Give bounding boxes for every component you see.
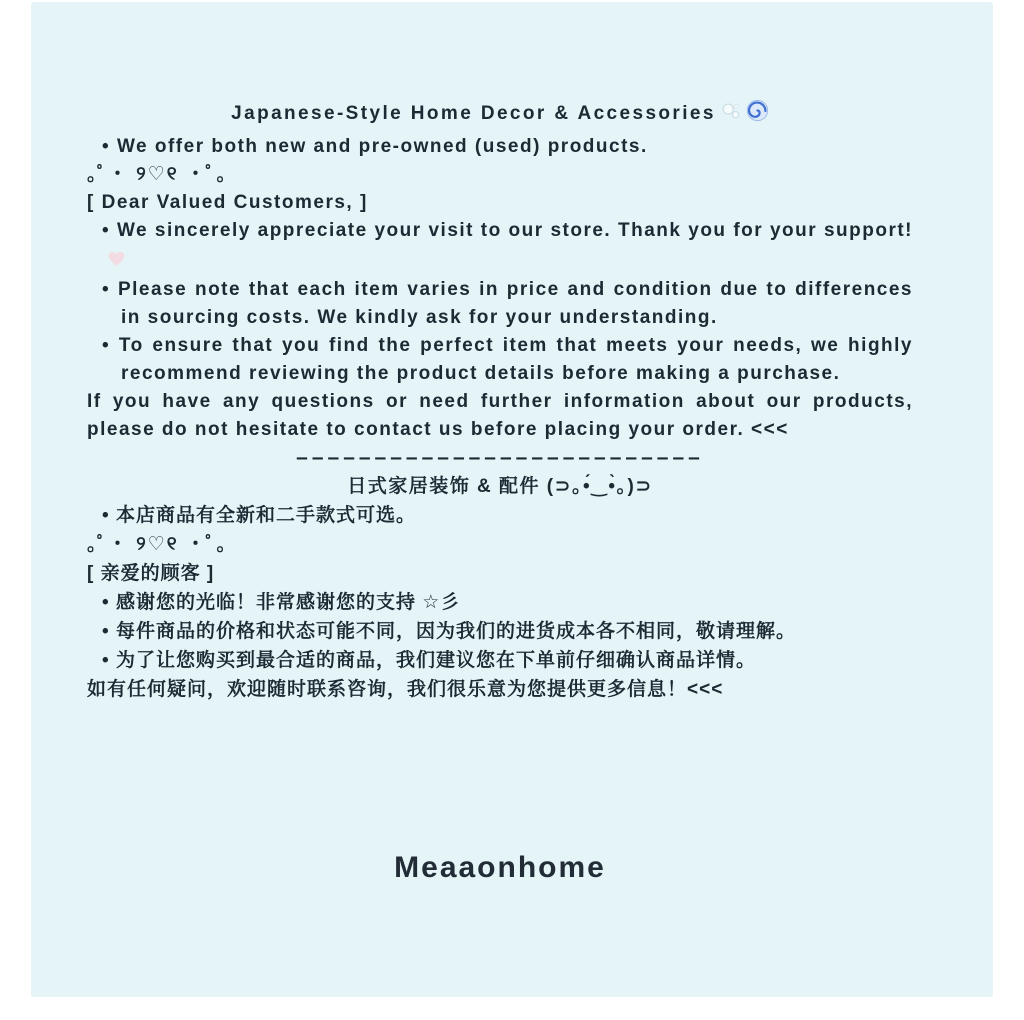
english-outro: If you have any questions or need further information about our products, please do not hesitate to contact us before placing your order. <<< bbox=[87, 391, 913, 440]
list-item: • 为了让您购买到最合适的商品，我们建议您在下单前仔细确认商品详情。 bbox=[87, 646, 913, 675]
bubbles-icon bbox=[720, 100, 742, 131]
list-item: • 本店商品有全新和二手款式可选。 bbox=[87, 501, 913, 530]
english-bullet-list bbox=[87, 217, 913, 388]
list-item: • We offer both new and pre-owned (used) products. bbox=[87, 133, 913, 161]
decorative-line: ｡ﾟ・ ୨♡୧ ・ﾟ｡ bbox=[87, 534, 228, 555]
list-item: • Please note that each item varies in price and condition due to differences in sourcing costs. We kindly ask for your understanding. bbox=[87, 276, 913, 332]
decorative-line: ｡ﾟ・ ୨♡୧ ・ﾟ｡ bbox=[87, 164, 228, 185]
section-divider: –––––––––––––––––––––––––– bbox=[296, 446, 704, 469]
english-intro-list bbox=[87, 133, 913, 161]
chinese-bullet-list bbox=[87, 588, 913, 675]
list-item: • We sincerely appreciate your visit to our store. Thank you for your support! bbox=[87, 217, 913, 276]
store-info-card bbox=[31, 2, 993, 997]
card-content bbox=[31, 2, 993, 997]
chinese-heading: 日式家居装饰 & 配件 (⊃｡•́‿•̀｡)⊃ bbox=[347, 476, 653, 497]
brand-name: Meaaonhome bbox=[394, 851, 606, 884]
title-text: Japanese-Style Home Decor & Accessories bbox=[231, 103, 716, 124]
chinese-outro: 如有任何疑问，欢迎随时联系咨询，我们很乐意为您提供更多信息！<<< bbox=[87, 679, 724, 700]
list-item: • To ensure that you find the perfect item that meets your needs, we highly recommend reviewing the product details before making a purchase. bbox=[87, 332, 913, 388]
chinese-salutation: [ 亲爱的顾客 ] bbox=[87, 563, 215, 584]
list-item: • 感谢您的光临！非常感谢您的支持 ☆彡 bbox=[87, 588, 913, 617]
chinese-intro-list bbox=[87, 501, 913, 530]
page-title bbox=[87, 99, 913, 131]
list-item: • 每件商品的价格和状态可能不同，因为我们的进货成本各不相同，敬请理解。 bbox=[87, 617, 913, 646]
english-salutation: [ Dear Valued Customers, ] bbox=[87, 192, 368, 213]
cyclone-icon bbox=[746, 99, 769, 131]
